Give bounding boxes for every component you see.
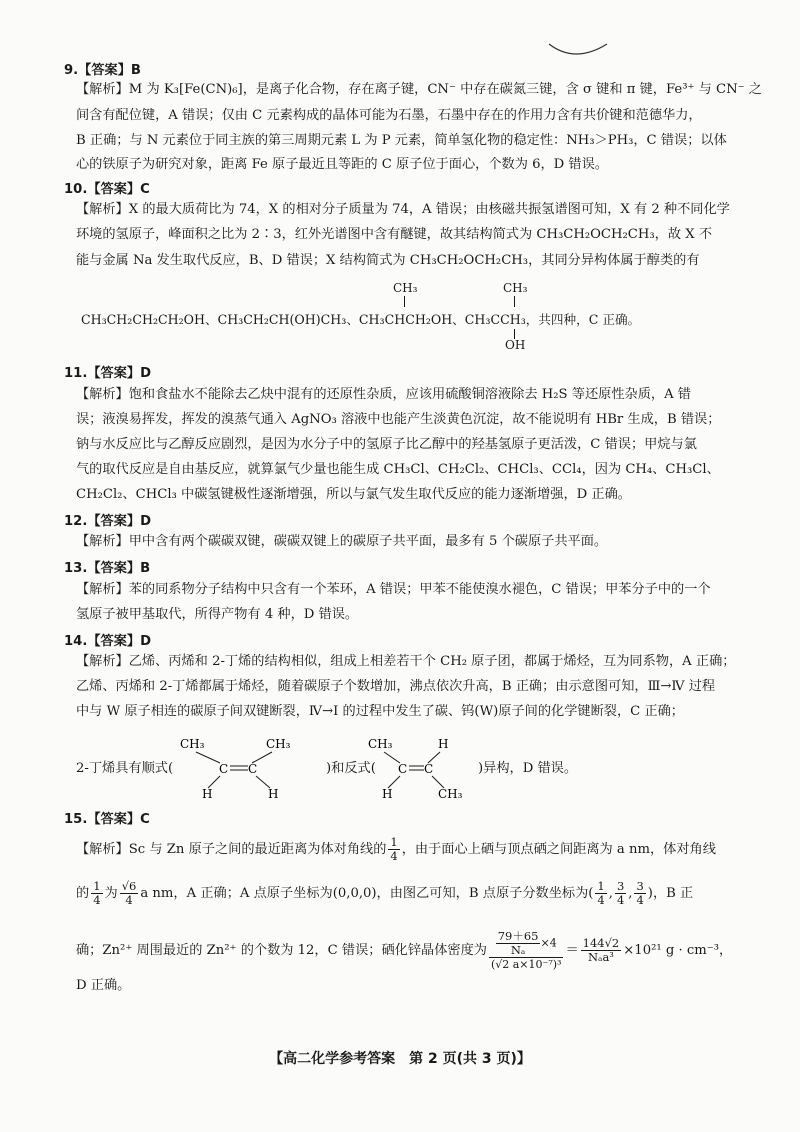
q13-answer: 13.【答案】B	[64, 561, 151, 576]
trans-ch3-left: CH₃	[368, 737, 393, 751]
trans-h-left: H	[382, 787, 393, 800]
cis-ch3-left: CH₃	[180, 737, 205, 751]
q14-line-3: 中与 W 原子相连的碳原子间双键断裂，Ⅳ→Ⅰ 的过程中发生了碳、钨(W)原子间的化学键断裂，C 正确；	[76, 704, 684, 719]
page-footer: 【高二化学参考答案 第 2 页(共 3 页)】	[269, 1051, 531, 1067]
q11-answer: 11.【答案】D	[64, 366, 152, 381]
q15-line-4: D 正确。	[76, 978, 131, 993]
q11-line-3: 钠与水反应比与乙醇反应剧烈，是因为水分子中的氢原子比乙醇中的羟基氢原子更活泼，C 错误；甲烷与氯	[76, 437, 697, 452]
molar-mass-fraction: $\frac{79+65}{\text{Nₐ}}$	[497, 929, 539, 957]
q9-line-3: B 正确；与 N 元素位于同主族的第三周期元素 L 为 P 元素，简单氢化物的稳定性：NH₃＞PH₃，C 错误；以体	[76, 133, 727, 148]
q10-oh-group: OH	[505, 338, 526, 352]
fraction-sqrt6-quarter: $\frac{√6}{4}$	[121, 879, 137, 907]
q14-structure-prefix: 2-丁烯具有顺式(	[76, 761, 174, 776]
q10-bond-2	[514, 296, 515, 307]
cis-2-butene-structure	[180, 728, 320, 800]
decorative-curve	[545, 38, 615, 62]
density-result-fraction: $\frac{144√2}{\text{Nₐa³}}$	[582, 936, 620, 964]
trans-ch3-right: CH₃	[438, 787, 463, 800]
trans-carbon-2: C	[424, 762, 434, 776]
trans-h-right: H	[438, 737, 449, 751]
q11-line-5: CH₂Cl₂、CHCl₃ 中碳氢键极性逐渐增强，所以与氯气发生取代反应的能力逐渐增强，D 正确。	[76, 487, 631, 502]
trans-2-butene-structure	[368, 728, 478, 800]
q15-line-2-part-d: )，B 正	[647, 886, 694, 901]
q15-line-2: 的 $\frac{1}{4}$ 为 $\frac{√6}{4}$ a nm，A 正确；A 点原子坐标为(0,0,0)，由图乙可知，B 点原子分数坐标为( $\frac{1}{4}$ , $\frac{3}{4}$ , $\frac{3}{4}$ )，B 正	[76, 879, 694, 907]
q14-structure-suffix: )异构，D 错误。	[478, 761, 578, 776]
q12-line-1: 【解析】甲中含有两个碳碳双键，碳碳双键上的碳原子共平面，最多有 5 个碳原子共平面。	[76, 534, 608, 549]
q15-line-2-part-c: a nm，A 正确；A 点原子坐标为(0,0,0)，由图乙可知，B 点原子分数坐标为(	[140, 886, 594, 901]
cis-ch3-right: CH₃	[266, 737, 291, 751]
q13-line-1: 【解析】苯的同系物分子结构中只含有一个苯环，A 错误；甲苯不能使溴水褪色，C 错误；甲苯分子中的一个	[76, 582, 711, 597]
q15-answer: 15.【答案】C	[64, 812, 150, 827]
q15-line-2-part-b: 为	[104, 886, 118, 901]
q15-line-3-part-a: 确；Zn²⁺ 周围最近的 Zn²⁺ 的个数为 12，C 错误；硒化锌晶体密度为	[76, 943, 487, 958]
q14-line-2: 乙烯、丙烯和 2-丁烯都属于烯烃，随着碳原子个数增加，沸点依次升高，B 正确；由示意图可知，Ⅲ→Ⅳ 过程	[76, 679, 716, 694]
q15-line-1-part-a: 【解析】Sc 与 Zn 原子之间的最近距离为体对角线的	[76, 842, 387, 857]
q13-line-2: 氢原子被甲基取代，所得产物有 4 种，D 错误。	[76, 607, 359, 622]
q15-line-3	[76, 930, 736, 971]
q15-line-3-part-b: g · cm⁻³，	[665, 943, 733, 958]
q9-line-1: 【解析】M 为 K₃[Fe(CN)₆]，是离子化合物，存在离子键，CN⁻ 中存在碳氮三键，含 σ 键和 π 键，Fe³⁺ 与 CN⁻ 之	[76, 82, 762, 97]
q12-answer: 12.【答案】D	[64, 514, 152, 529]
q10-line-3: 能与金属 Na 发生取代反应，B、D 错误；X 结构简式为 CH₃CH₂OCH₂CH₃，其同分异构体属于醇类的有	[76, 253, 700, 268]
q15-line-1	[76, 836, 736, 863]
q9-line-2: 间含有配位键，A 错误；仅由 C 元素构成的晶体可能为石墨，石墨中存在的作用力含有共价键和范德华力，	[76, 108, 702, 123]
q15-line-1-part-b: ，由于面心上硒与顶点硒之间距离为 a nm，体对角线	[401, 842, 716, 857]
q10-bond-1	[404, 296, 405, 307]
q14-line-1: 【解析】乙烯、丙烯和 2-丁烯的结构相似，组成上相差若干个 CH₂ 原子团，都属于烯烃，互为同系物，A 正确；	[76, 654, 736, 669]
trans-carbon-1: C	[398, 762, 408, 776]
q10-ch3-branch-2: CH₃	[503, 281, 528, 295]
q10-ch3-branch-1: CH₃	[393, 281, 418, 295]
fraction-one-quarter: $\frac{1}{4}$	[390, 835, 398, 863]
q10-line-1: 【解析】X 的最大质荷比为 74，X 的相对分子质量为 74，A 错误；由核磁共振氢谱图可知，X 有 2 种不同化学	[76, 202, 730, 217]
q10-line-2: 环境的氢原子，峰面积之比为 2∶3，红外光谱图中含有醚键，故其结构简式为 CH₃CH₂OCH₂CH₃，故 X 不	[76, 227, 713, 242]
power-of-ten: ×10²¹	[623, 943, 662, 958]
coord-x-fraction: $\frac{1}{4}$	[597, 879, 605, 907]
q9-line-4: 心的铁原子为研究对象，距离 Fe 原子最近且等距的 C 原子位于面心，个数为 6，D 错误。	[76, 157, 608, 172]
fraction-one-quarter-2: $\frac{1}{4}$	[93, 879, 101, 907]
cis-carbon-2: C	[248, 762, 258, 776]
q11-line-4: 气的取代反应是自由基反应，就算氯气少量也能生成 CH₃Cl、CH₂Cl₂、CHCl₃、CCl₄，因为 CH₄、CH₃Cl、	[76, 462, 720, 477]
q11-line-2: 误；液溴易挥发，挥发的溴蒸气通入 AgNO₃ 溶液中也能产生淡黄色沉淀，故不能说明有 HBr 生成，B 错误；	[76, 412, 721, 427]
equals-sign: ＝	[565, 943, 579, 958]
q14-structure-middle: )和反式(	[326, 761, 376, 776]
density-expression: $\frac{79+65}{\text{Nₐ}}$ ×4 (√2 a×10⁻⁷)³	[490, 929, 562, 971]
cis-h-left: H	[202, 787, 213, 800]
q14-answer: 14.【答案】D	[64, 634, 152, 649]
coord-y-fraction: $\frac{3}{4}$	[616, 879, 625, 907]
q10-answer: 10.【答案】C	[64, 182, 150, 197]
q15-line-2-part-a: 的	[76, 886, 90, 901]
cis-h-right: H	[268, 787, 279, 800]
coord-z-fraction: $\frac{3}{4}$	[636, 879, 644, 907]
q9-answer: 9.【答案】B	[64, 63, 141, 78]
q10-formula-line: CH₃CH₂CH₂CH₂OH、CH₃CH₂CH(OH)CH₃、CH₃CHCH₂OH、CH₃CCH₃，共四种，C 正确。	[81, 312, 641, 327]
cis-carbon-1: C	[219, 762, 229, 776]
q11-line-1: 【解析】饱和食盐水不能除去乙炔中混有的还原性杂质，应该用硫酸铜溶液除去 H₂S 等还原性杂质，A 错	[76, 387, 691, 402]
